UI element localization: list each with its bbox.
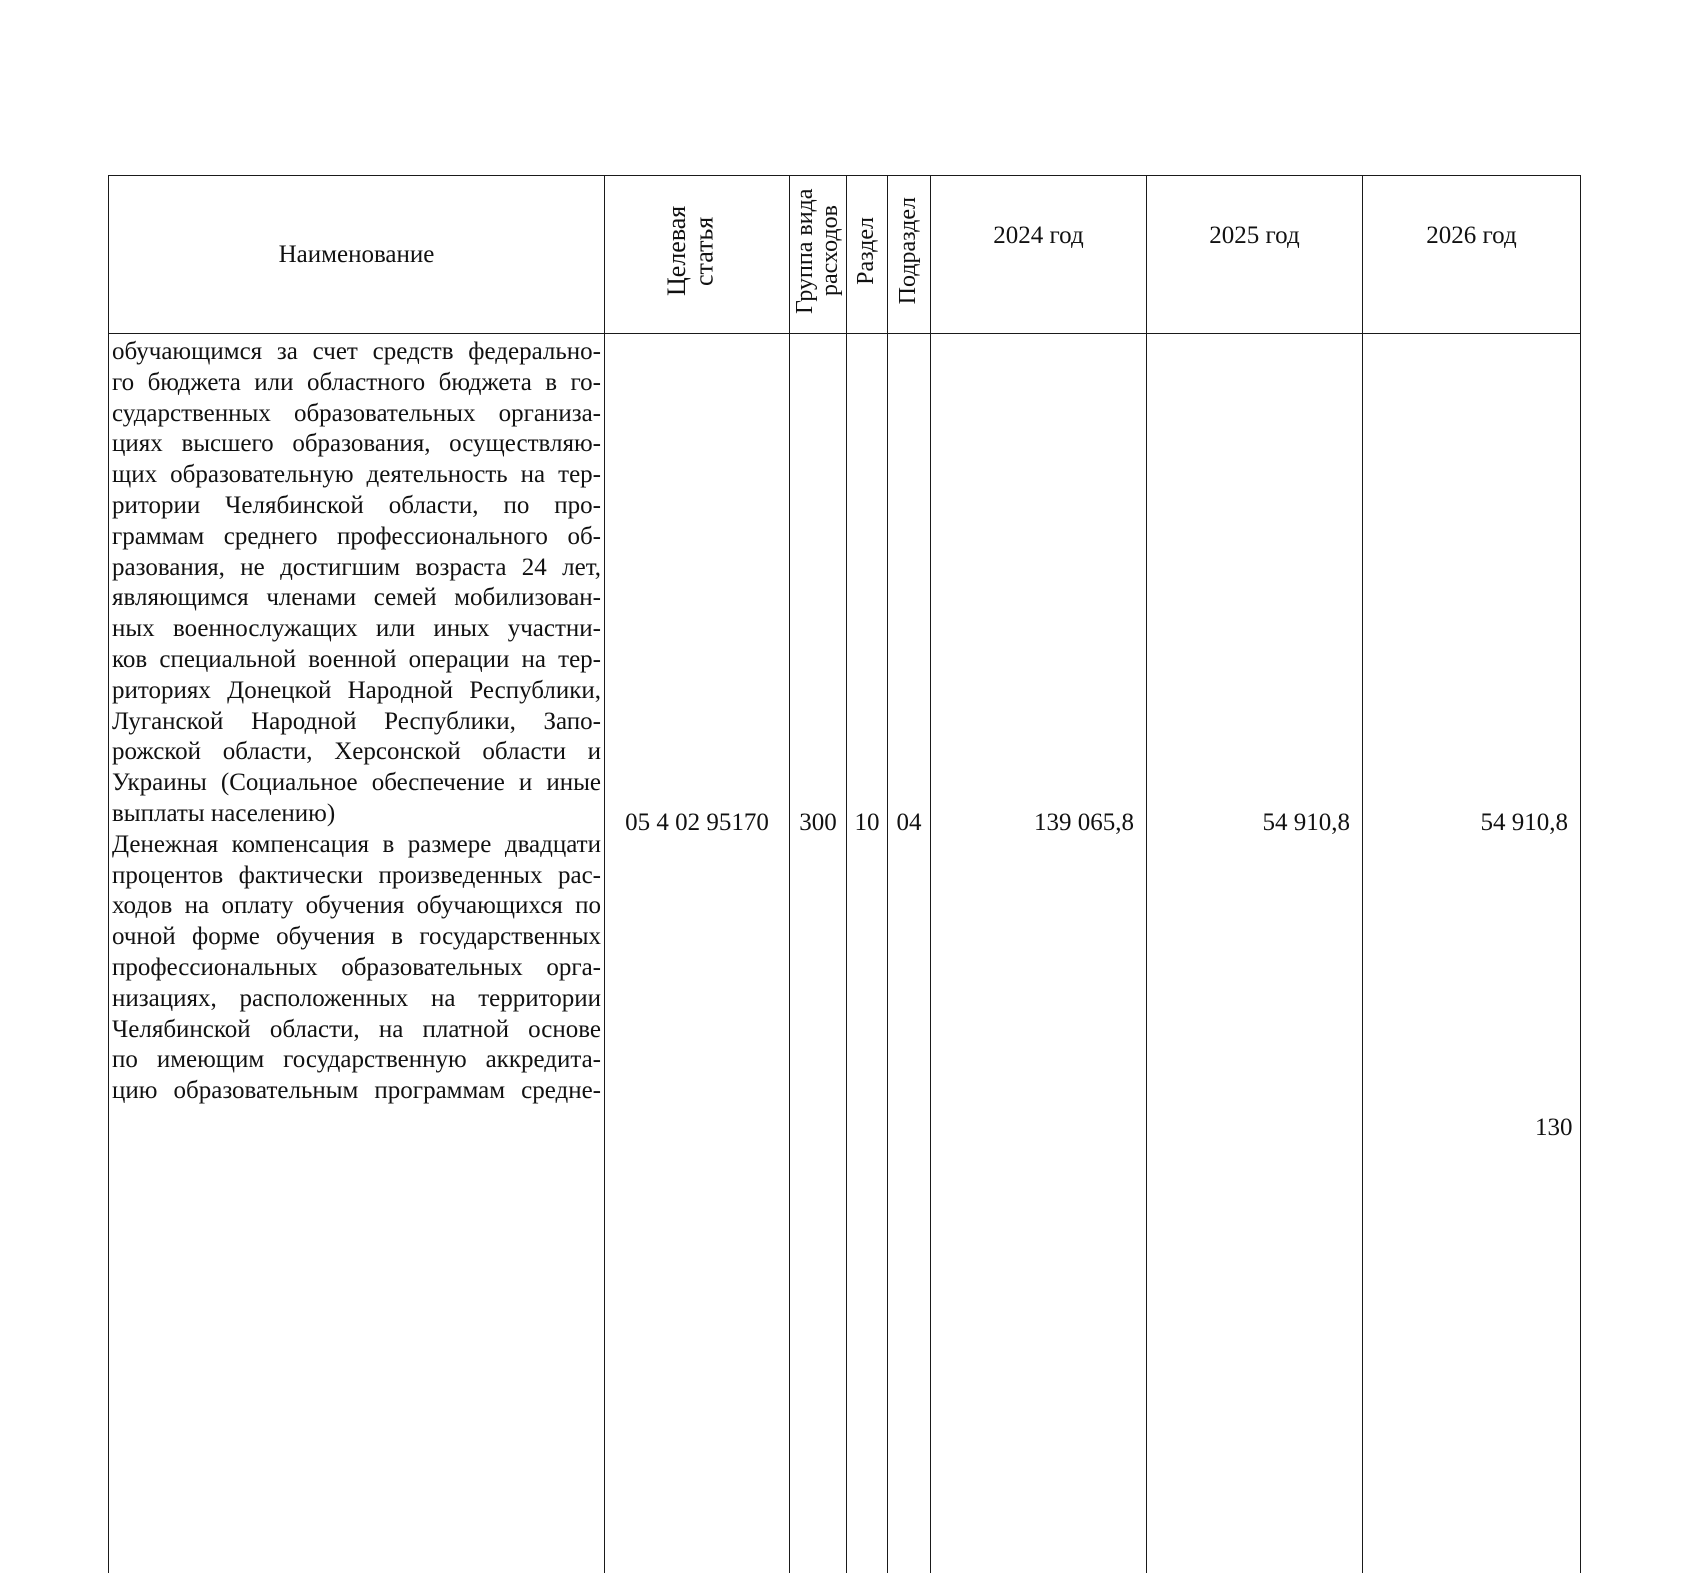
name-line: выплаты населению) <box>112 799 601 830</box>
name-line: рожской области, Херсонской области и <box>112 737 601 768</box>
name-line: являющимся членами семей мобилизован- <box>112 583 601 614</box>
row-name-cell <box>109 334 605 1573</box>
name-line: риториях Донецкой Народной Республики, <box>112 676 601 707</box>
header-expense-group <box>790 176 847 334</box>
name-line: ритории Челябинской области, по про- <box>112 491 601 522</box>
header-section <box>847 176 888 334</box>
header-expense-group-label: Группа вида расходов <box>793 176 843 326</box>
header-name <box>109 176 605 334</box>
name-line: по имеющим государственную аккредита- <box>112 1045 601 1076</box>
header-subsection-label: Подраздел <box>896 197 921 304</box>
table-header-row <box>109 176 1581 334</box>
header-subsection <box>888 176 931 334</box>
section-cell: 10 <box>847 334 888 1573</box>
header-2024-label: 2024 год <box>931 176 1146 250</box>
name-line: процентов фактически произведенных рас- <box>112 861 601 892</box>
name-line: профессиональных образовательных орга- <box>112 953 601 984</box>
name-line: Челябинской области, на платной основе <box>112 1015 601 1046</box>
row-name-text <box>112 337 601 830</box>
header-2026 <box>1363 176 1581 334</box>
subsection-cell: 04 <box>888 334 931 1573</box>
header-2025 <box>1147 176 1363 334</box>
name-line: низациях, расположенных на территории <box>112 984 601 1015</box>
header-target-article-label: Целевая статья <box>663 176 731 326</box>
page-number: 130 <box>1535 1114 1573 1142</box>
name-line: Луганской Народной Республики, Запо- <box>112 707 601 738</box>
header-2026-label: 2026 год <box>1363 176 1580 250</box>
name-line: обучающимся за счет средств федерально- <box>112 337 601 368</box>
budget-table <box>108 175 1581 1573</box>
name-line: ных военнослужащих или иных участни- <box>112 614 601 645</box>
name-line: разования, не достигшим возраста 24 лет, <box>112 553 601 584</box>
name-line: го бюджета или областного бюджета в го- <box>112 368 601 399</box>
expense-group-cell: 300 <box>790 334 847 1573</box>
name-line: ходов на оплату обучения обучающихся по <box>112 891 601 922</box>
table-row <box>109 334 1581 1573</box>
amount-2024-cell: 139 065,8 <box>931 334 1147 1573</box>
name-line: граммам среднего профессионального об- <box>112 522 601 553</box>
header-2025-label: 2025 год <box>1147 176 1362 250</box>
name-line: очной форме обучения в государственных <box>112 922 601 953</box>
header-section-label: Раздел <box>854 217 879 285</box>
target-article-cell: 05 4 02 95170 <box>605 334 790 1573</box>
header-target-article <box>605 176 790 334</box>
amount-2025-cell: 54 910,8 <box>1147 334 1363 1573</box>
name-line: щих образовательную деятельность на тер- <box>112 460 601 491</box>
header-2024 <box>931 176 1147 334</box>
name-line: Денежная компенсация в размере двадцати <box>112 830 601 861</box>
header-name-label: Наименование <box>279 241 435 268</box>
amount-2026-cell: 54 910,8 <box>1363 334 1581 1573</box>
name-line: сударственных образовательных организа- <box>112 399 601 430</box>
name-line: Украины (Социальное обеспечение и иные <box>112 768 601 799</box>
name-line: циях высшего образования, осуществляю- <box>112 429 601 460</box>
name-line: цию образовательным программам средне- <box>112 1076 601 1107</box>
name-line: ков специальной военной операции на тер- <box>112 645 601 676</box>
next-row-name-text <box>112 830 601 1107</box>
